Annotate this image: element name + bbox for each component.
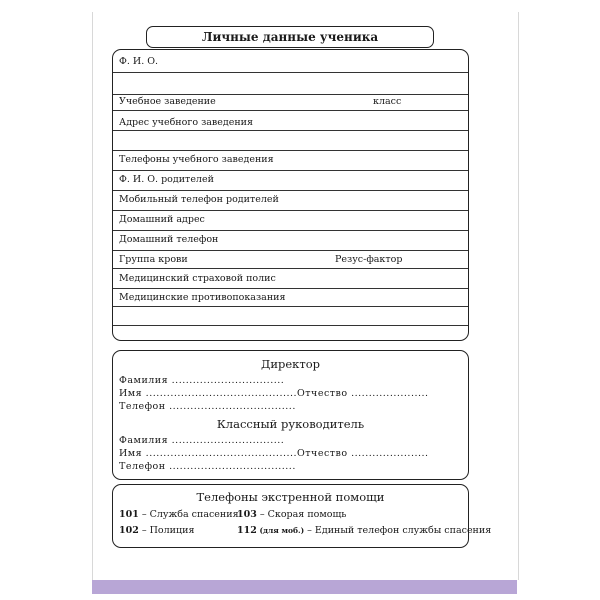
form-line xyxy=(113,130,468,131)
emergency-item: 102 – Полиция xyxy=(119,525,195,536)
form-line xyxy=(113,250,468,251)
class-teacher-heading: Классный руководитель xyxy=(216,417,365,431)
form-line xyxy=(113,190,468,191)
form-line xyxy=(113,306,468,307)
director-heading: Директор xyxy=(260,357,321,371)
teacher-phone: Телефон .................................... xyxy=(119,461,296,472)
emergency-item: 103 – Скорая помощь xyxy=(237,509,347,520)
page-title: Личные данные ученика xyxy=(146,26,434,48)
director-surname: Фамилия ................................ xyxy=(119,375,285,386)
label-blood-group: Группа крови xyxy=(119,254,188,265)
teacher-name: Имя ........................................... xyxy=(119,448,298,459)
label-class: класс xyxy=(373,96,402,107)
label-home-address: Домашний адрес xyxy=(119,214,205,225)
label-school-address: Адрес учебного заведения xyxy=(119,117,254,128)
form-line xyxy=(113,170,468,171)
form-line xyxy=(113,72,468,73)
label-school-phones: Телефоны учебного заведения xyxy=(119,154,274,165)
label-parents-fio: Ф. И. О. родителей xyxy=(119,174,214,185)
label-rhesus: Резус-фактор xyxy=(335,254,403,265)
director-phone: Телефон .................................... xyxy=(119,401,296,412)
label-insurance: Медицинский страховой полис xyxy=(119,273,276,284)
form-line xyxy=(113,268,468,269)
form-line xyxy=(113,110,468,111)
form-line xyxy=(113,325,468,326)
label-home-phone: Домашний телефон xyxy=(119,234,219,245)
form-line xyxy=(113,210,468,211)
label-parents-mobile: Мобильный телефон родителей xyxy=(119,194,279,205)
teacher-surname: Фамилия ................................ xyxy=(119,435,285,446)
emergency-phones xyxy=(112,484,492,548)
form-line xyxy=(113,230,468,231)
director-patronymic: Отчество ...................... xyxy=(297,388,429,399)
personal-data-form xyxy=(112,49,469,341)
emergency-heading: Телефоны экстренной помощи xyxy=(196,490,385,504)
label-school: Учебное заведение xyxy=(119,96,216,107)
staff-contacts xyxy=(112,350,469,480)
form-line xyxy=(113,150,468,151)
emergency-item: 112 (для моб.) – Единый телефон службы спасения xyxy=(237,525,492,536)
form-line xyxy=(113,288,468,289)
director-name: Имя ........................................... xyxy=(119,388,298,399)
label-contraindications: Медицинские противопоказания xyxy=(119,292,286,303)
emergency-item: 101 – Служба спасения xyxy=(119,509,239,520)
label-fio: Ф. И. О. xyxy=(119,56,159,67)
form-line xyxy=(113,94,468,95)
teacher-patronymic: Отчество ...................... xyxy=(297,448,429,459)
page-edge-strip xyxy=(92,580,517,594)
